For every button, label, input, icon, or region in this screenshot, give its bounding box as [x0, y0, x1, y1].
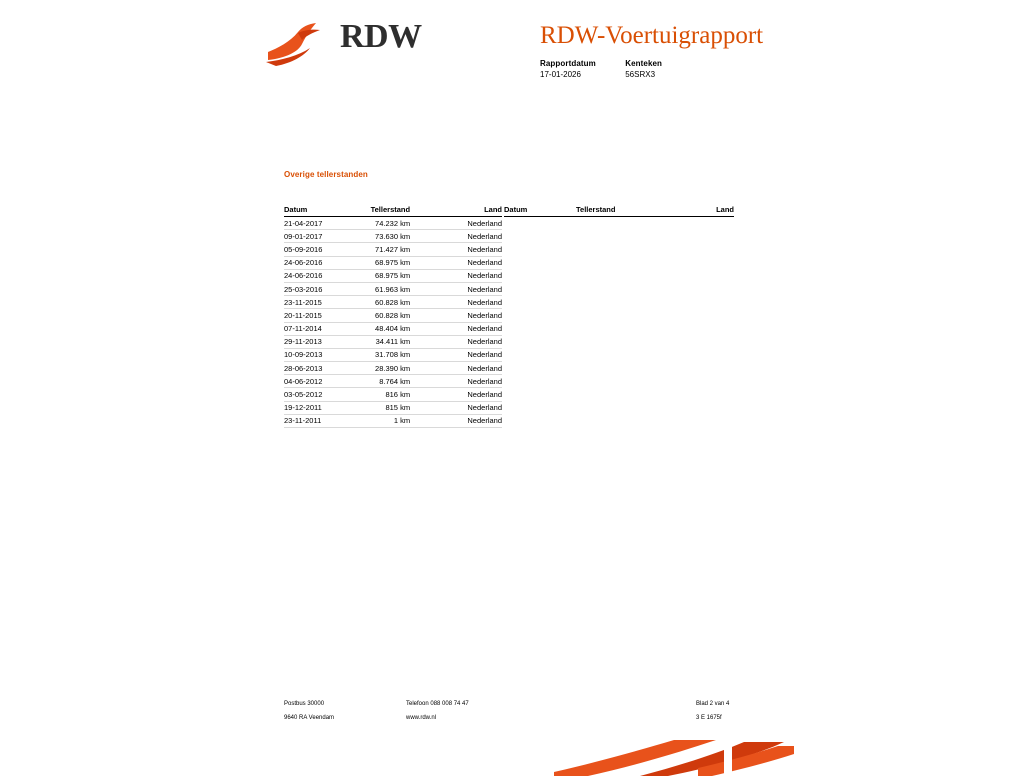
footer-contact: [406, 700, 469, 723]
meta-rapportdatum-value: 17-01-2026: [540, 70, 581, 79]
cell-land: Nederland: [414, 414, 502, 427]
cell-tellerstand: 48.404 km: [345, 322, 414, 335]
cell-datum: 23-11-2015: [284, 296, 345, 309]
cell-tellerstand: 60.828 km: [345, 309, 414, 322]
odometer-table-right-columns: [504, 205, 734, 217]
header-meta: [540, 58, 960, 80]
cell-datum: 09-01-2017: [284, 230, 345, 243]
page-title: RDW-Voertuigrapport: [540, 22, 764, 49]
table-row: [284, 362, 502, 375]
cell-land: Nederland: [414, 296, 502, 309]
cell-datum: 24-06-2016: [284, 269, 345, 282]
meta-rapportdatum: [540, 58, 623, 80]
cell-tellerstand: 68.975 km: [345, 269, 414, 282]
column-header-tellerstand-right: Tellerstand: [576, 205, 666, 217]
cell-tellerstand: 68.975 km: [345, 256, 414, 269]
footer-form-code: 3 E 1675f: [696, 715, 722, 721]
table-header-row-right: [504, 205, 734, 217]
cell-tellerstand: 8.764 km: [345, 375, 414, 388]
table-row: [284, 388, 502, 401]
meta-kenteken: [625, 58, 662, 80]
cell-tellerstand: 74.232 km: [345, 217, 414, 230]
odometer-table: [284, 205, 734, 428]
meta-kenteken-value: 56SRX3: [625, 70, 656, 79]
rdw-flame-logo-icon: [264, 22, 332, 68]
rdw-wordmark: RDW: [340, 18, 422, 55]
cell-land: Nederland: [414, 322, 502, 335]
table-row: [284, 335, 502, 348]
column-header-tellerstand: Tellerstand: [345, 205, 414, 217]
footer-pagination: [696, 700, 729, 723]
cell-tellerstand: 34.411 km: [345, 335, 414, 348]
cell-datum: 28-06-2013: [284, 362, 345, 375]
footer-address: [284, 700, 334, 723]
cell-tellerstand: 71.427 km: [345, 243, 414, 256]
cell-datum: 29-11-2013: [284, 335, 345, 348]
cell-land: Nederland: [414, 348, 502, 361]
footer-website[interactable]: www.rdw.nl: [406, 715, 437, 721]
table-row: [284, 401, 502, 414]
footer-phone: Telefoon 088 008 74 47: [406, 701, 469, 707]
table-row: [284, 269, 502, 282]
cell-land: Nederland: [414, 388, 502, 401]
table-row: [284, 322, 502, 335]
cell-datum: 23-11-2011: [284, 414, 345, 427]
section-title-overige-tellerstanden: Overige tellerstanden: [284, 170, 368, 179]
cell-datum: 10-09-2013: [284, 348, 345, 361]
cell-tellerstand: 73.630 km: [345, 230, 414, 243]
table-row: [284, 309, 502, 322]
table-row: [284, 282, 502, 295]
cell-land: Nederland: [414, 282, 502, 295]
cell-tellerstand: 61.963 km: [345, 282, 414, 295]
cell-land: Nederland: [414, 256, 502, 269]
footer-address-line1: Postbus 30000: [284, 701, 325, 707]
cell-datum: 03-05-2012: [284, 388, 345, 401]
cell-datum: 07-11-2014: [284, 322, 345, 335]
column-header-land-right: Land: [666, 205, 734, 217]
cell-tellerstand: 816 km: [345, 388, 414, 401]
table-row: [284, 230, 502, 243]
cell-datum: 20-11-2015: [284, 309, 345, 322]
table-row: [284, 243, 502, 256]
cell-datum: 25-03-2016: [284, 282, 345, 295]
column-header-datum-right: Datum: [504, 205, 576, 217]
table-header-row: [284, 205, 502, 217]
footer-page-number: Blad 2 van 4: [696, 701, 730, 707]
column-header-land: Land: [414, 205, 502, 217]
cell-land: Nederland: [414, 217, 502, 230]
cell-datum: 21-04-2017: [284, 217, 345, 230]
footer-address-line2: 9640 RA Veendam: [284, 715, 335, 721]
cell-datum: 24-06-2016: [284, 256, 345, 269]
cell-tellerstand: 815 km: [345, 401, 414, 414]
cell-tellerstand: 60.828 km: [345, 296, 414, 309]
cell-land: Nederland: [414, 401, 502, 414]
cell-land: Nederland: [414, 230, 502, 243]
cell-land: Nederland: [414, 269, 502, 282]
cell-tellerstand: 31.708 km: [345, 348, 414, 361]
document-header: [0, 0, 1024, 110]
meta-kenteken-label: Kenteken: [625, 59, 663, 68]
table-row: [284, 348, 502, 361]
cell-land: Nederland: [414, 375, 502, 388]
table-row: [284, 414, 502, 427]
cell-land: Nederland: [414, 362, 502, 375]
table-row: [284, 256, 502, 269]
cell-datum: 19-12-2011: [284, 401, 345, 414]
cell-land: Nederland: [414, 309, 502, 322]
meta-rapportdatum-label: Rapportdatum: [540, 59, 596, 68]
table-row: [284, 375, 502, 388]
table-row: [284, 217, 502, 230]
rdw-footer-stripes-icon: [548, 738, 794, 778]
cell-datum: 04-06-2012: [284, 375, 345, 388]
cell-land: Nederland: [414, 335, 502, 348]
table-row: [284, 296, 502, 309]
cell-land: Nederland: [414, 243, 502, 256]
cell-datum: 05-09-2016: [284, 243, 345, 256]
cell-tellerstand: 1 km: [345, 414, 414, 427]
column-header-datum: Datum: [284, 205, 345, 217]
cell-tellerstand: 28.390 km: [345, 362, 414, 375]
